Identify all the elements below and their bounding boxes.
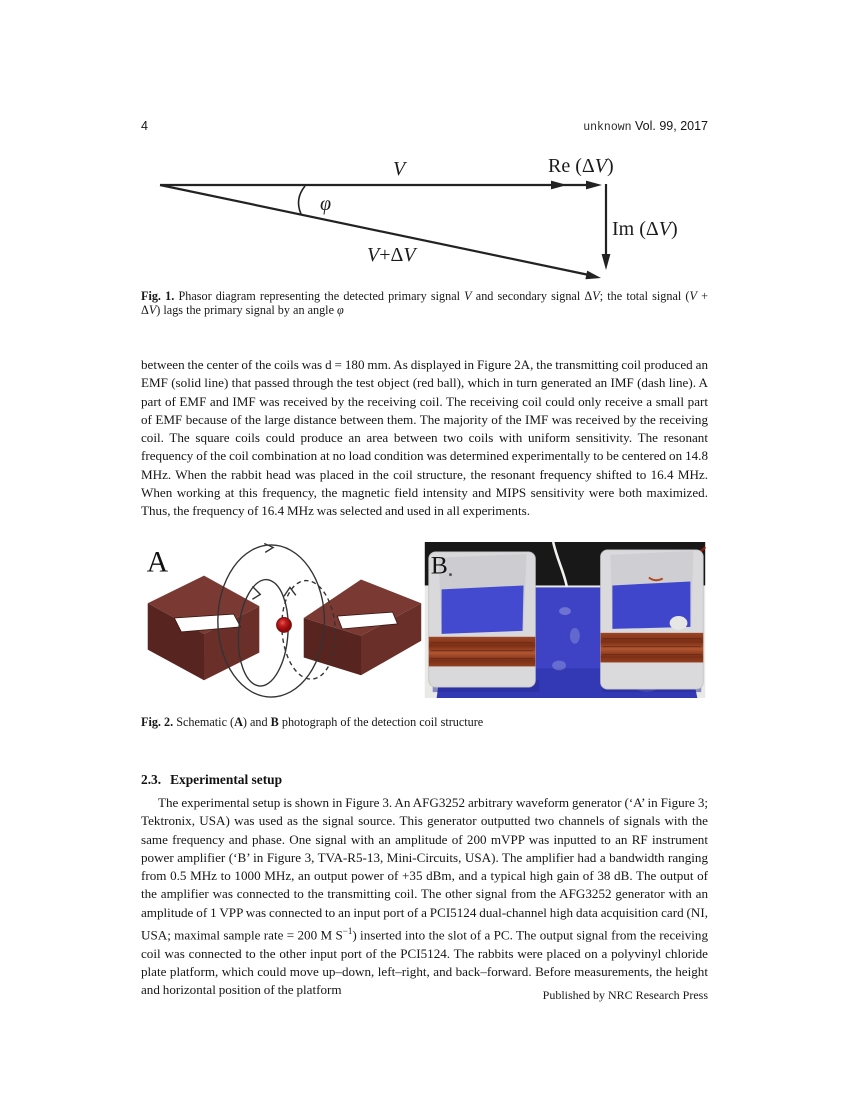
section-number: 2.3. xyxy=(141,772,162,787)
fig2-caption: Fig. 2. Schematic (A) and B photograph of the detection coil structure xyxy=(141,715,484,729)
box-interior-blue xyxy=(442,585,524,633)
publisher-footer: Published by NRC Research Press xyxy=(542,988,708,1002)
v-arrowhead xyxy=(551,181,567,190)
figure2-panel-a-schematic xyxy=(141,542,425,698)
paragraph-1: between the center of the coils was d = 180 mm. As displayed in Figure 2A, the transmitting coil produced an EMF (solid line) that passed through the test object (red ball), which in turn generated an IMF (dash line). A part of EMF and IMF was received by the receiving coil. The receiving coil could only receive a small part of EMF because of the large distance between them. The majority of the IMF was received by the receiving coil. The square coils could produce an area between two coils with uniform sensitivity. The resonant frequency of the coil combination at no load condition was determined experimentally to be centered on 14.8 MHz. When the rabbit head was placed in the coil structure, the resonant frequency shifted to 16.4 MHz. When working at this frequency, the magnetic field intensity and MIPS sensitivity were both maximized. Thus, the frequency of 16.4 MHz was selected and used in all experiments. xyxy=(141,357,708,519)
label-phi: φ xyxy=(320,193,332,215)
panel-a-label: A xyxy=(146,546,169,579)
running-header xyxy=(141,119,708,134)
superscript-exponent: −1 xyxy=(342,926,353,937)
section-title: Experimental setup xyxy=(170,772,283,787)
copper-winding xyxy=(429,637,536,667)
page-number: 4 xyxy=(141,119,148,133)
label-V-plus-dV: V+ΔV xyxy=(367,244,416,266)
re-arrowhead xyxy=(586,181,602,190)
panel-b-label: B xyxy=(430,550,448,580)
journal-volume: Vol. 99, 2017 xyxy=(635,119,708,133)
arrowheads xyxy=(551,181,610,280)
test-object-red-ball xyxy=(277,618,292,633)
fig1-caption-tag: Fig. 1. xyxy=(141,289,175,303)
white-ball-inside xyxy=(670,616,688,630)
fig1-caption: Fig. 1. Phasor diagram representing the detected primary signal V and secondary signal ΔV; the total signal (V + ΔV) lags the primary signal by an angle φ xyxy=(141,289,708,317)
im-arrowhead xyxy=(602,254,611,270)
fig2-caption-tag: Fig. 2. xyxy=(141,715,174,729)
figure1-phasor-diagram xyxy=(141,148,708,288)
figure2-panel-b-photo xyxy=(423,542,707,698)
label-Im-dV: Im (ΔV) xyxy=(612,218,678,240)
label-Re-dV: Re (ΔV) xyxy=(548,155,614,177)
journal-name: unknown xyxy=(583,121,632,134)
section-heading-2-3 xyxy=(141,772,708,788)
paragraph-2: The experimental setup is shown in Figure 3. An AFG3252 arbitrary waveform generator (‘A’ in Figure 3; Tektronix, USA) was used as the signal source. This generator outputted two channels of signals with the same frequency and phase. One signal with an amplitude of 200 mVPP was inputted to an RF instrument power amplifier (‘B’ in Figure 3, TVA-R5-13, Mini-Circuits, USA). The amplifier had a bandwidth ranging from 0.5 MHz to 1000 MHz, an output power of +35 dBm, and a typical high gain of 38 dB. The output of the amplifier was connected to the transmitting coil. The other signal from the AFG3252 generator with an amplitude of 1 VPP was connected to an input port of a PCI5124 dual-channel high data acquisition card (NI, USA; maximal sample rate = 200 M $S^{-1}$) inserted into the slot of a PC. The output signal from the receiving coil was connected to the other input port of the PCI5124. The rabbits were placed on a polyvinyl chloride plate platform, which could move up–down, left–right, and back–forward. Before measurements, the height and horizontal position of the platform xyxy=(141,795,709,998)
label-V: V xyxy=(393,158,406,180)
angle-arc xyxy=(299,186,305,214)
sum-arrowhead xyxy=(585,271,601,280)
right-coil-former xyxy=(601,550,704,689)
copper-winding xyxy=(601,633,704,663)
journal-info xyxy=(583,119,708,134)
